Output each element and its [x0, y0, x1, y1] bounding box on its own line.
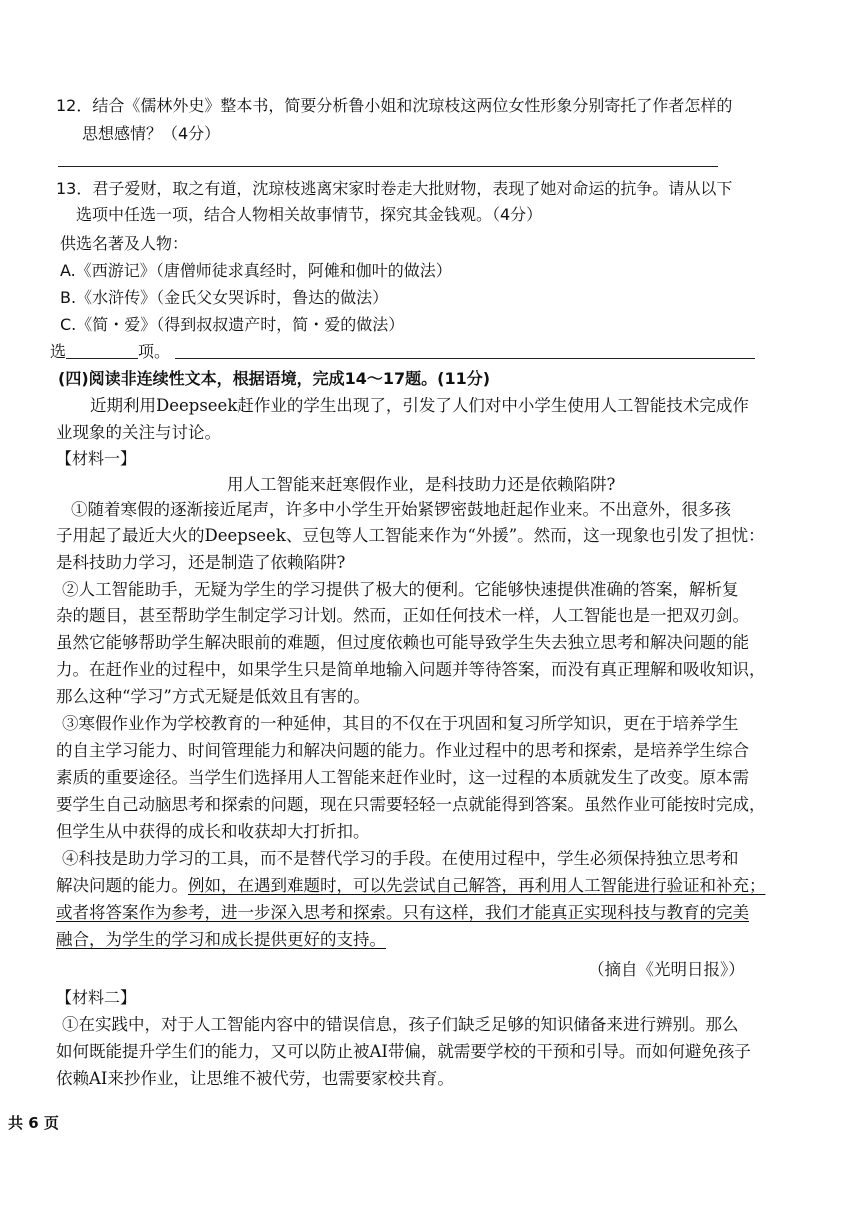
m1-p4-line-1: ④科技是助力学习的工具，而不是替代学习的手段。在使用过程中，学生必须保持独立思考和 — [62, 849, 739, 868]
m1-p1-line-1: ①随着寒假的逐渐接近尾声，许多中小学生开始紧锣密鼓地赶起作业来。不出意外，很多孩 — [71, 500, 731, 519]
m1-p3-line-1: ③寒假作业作为学校教育的一种延伸，其目的不仅在于巩固和复习所学知识，更在于培养学生 — [62, 714, 739, 733]
material2-label: 【材料二】 — [56, 988, 137, 1007]
q13-option-c: C.《简・爱》（得到叔叔遗产时，简・爱的做法） — [60, 315, 405, 334]
page-count-footer: 共 6 页 — [8, 1114, 59, 1132]
m1-p2-line-2: 杂的题目，甚至帮助学生制定学习计划。然而，正如任何技术一样，人工智能也是一把双刃剑。 — [56, 606, 749, 625]
m1-p4-line-4: 融合，为学生的学习和成长提供更好的支持。 — [56, 930, 386, 949]
intro-line-2: 业现象的关注与讨论。 — [56, 423, 221, 442]
q13-option-a: A.《西游记》（唐僧师徒求真经时，阿傩和伽叶的做法） — [60, 261, 452, 280]
m2-p1-line-3: 依赖AI来抄作业，让思维不被代劳，也需要家校共育。 — [56, 1069, 454, 1088]
material1-label: 【材料一】 — [56, 449, 137, 468]
m1-p3-line-2: 的自主学习能力、时间管理能力和解决问题的能力。作业过程中的思考和探索，是培养学生综合 — [56, 741, 749, 760]
m1-p2-line-4: 力。在赶作业的过程中，如果学生只是简单地输入问题并等待答案，而没有真正理解和吸收知识， — [56, 660, 766, 679]
m1-p4-line-2-underlined: 例如，在遇到难题时，可以先尝试自己解答，再利用人工智能进行验证和补充； — [188, 876, 766, 895]
select-suffix: 项。 — [138, 342, 171, 361]
intro-line-1: 近期利用Deepseek赶作业的学生出现了，引发了人们对中小学生使用人工智能技术完成作 — [90, 396, 749, 415]
q13-line-2: 选项中任选一项，结合人物相关故事情节，探究其金钱观。（4分） — [76, 205, 543, 224]
q13-option-b: B.《水浒传》（金氏父女哭诉时，鲁达的做法） — [60, 288, 389, 307]
m1-p3-line-5: 但学生从中获得的成长和收获却大打折扣。 — [56, 822, 370, 841]
material1-heading: 用人工智能来赶寒假作业，是科技助力还是依赖陷阱? — [227, 475, 616, 494]
m1-p1-line-2: 子用起了最近大火的Deepseek、豆包等人工智能来作为“外援”。然而，这一现象也引发了担忧： — [56, 526, 765, 545]
material1-source: （摘自《光明日报》） — [588, 960, 745, 979]
q13-line-1: 13．君子爱财，取之有道，沈琼枝逃离宋家时卷走大批财物，表现了她对命运的抗争。请从以下 — [56, 179, 733, 198]
m1-p4-line-3: 或者将答案作为参考，进一步深入思考和探索。只有这样，我们才能真正实现科技与教育的完美 — [56, 903, 749, 922]
m2-p1-line-1: ①在实践中，对于人工智能内容中的错误信息，孩子们缺乏足够的知识储备来进行辨别。那么 — [62, 1015, 739, 1034]
m1-p2-line-5: 那么这种“学习”方式无疑是低效且有害的。 — [56, 687, 370, 706]
select-prefix: 选 — [50, 342, 67, 361]
q13-answer-line[interactable] — [175, 340, 755, 359]
q13-options-title: 供选名著及人物： — [60, 234, 189, 253]
q13-select-line — [50, 340, 755, 364]
q12-line-1: 12．结合《儒林外史》整本书，简要分析鲁小姐和沈琼枝这两位女性形象分别寄托了作者怎样的 — [56, 96, 733, 115]
q12-answer-line[interactable] — [58, 166, 718, 167]
m1-p2-line-1: ②人工智能助手，无疑为学生的学习提供了极大的便利。它能够快速提供准确的答案，解析复 — [62, 580, 739, 599]
m1-p3-line-4: 要学生自己动脑思考和探索的问题，现在只需要轻轻一点就能得到答案。虽然作业可能按时完成， — [56, 795, 766, 814]
m2-p1-line-2: 如何既能提升学生们的能力，又可以防止被AI带偏，就需要学校的干预和引导。而如何避免孩子 — [56, 1042, 751, 1061]
section4-title: (四)阅读非连续性文本，根据语境，完成14～17题。(11分) — [58, 369, 491, 388]
option-choice-blank[interactable] — [66, 340, 138, 359]
m1-p2-line-3: 虽然它能够帮助学生解决眼前的难题，但过度依赖也可能导致学生失去独立思考和解决问题的能 — [56, 633, 749, 652]
q12-line-2: 思想感情？（4分） — [82, 124, 221, 143]
m1-p4-line-2-plain: 解决问题的能力。 — [56, 876, 188, 895]
m1-p1-line-3: 是科技助力学习，还是制造了依赖陷阱? — [56, 553, 346, 572]
m1-p4-line-2 — [56, 874, 766, 898]
m1-p3-line-3: 素质的重要途径。当学生们选择用人工智能来赶作业时，这一过程的本质就发生了改变。原本需 — [56, 768, 749, 787]
